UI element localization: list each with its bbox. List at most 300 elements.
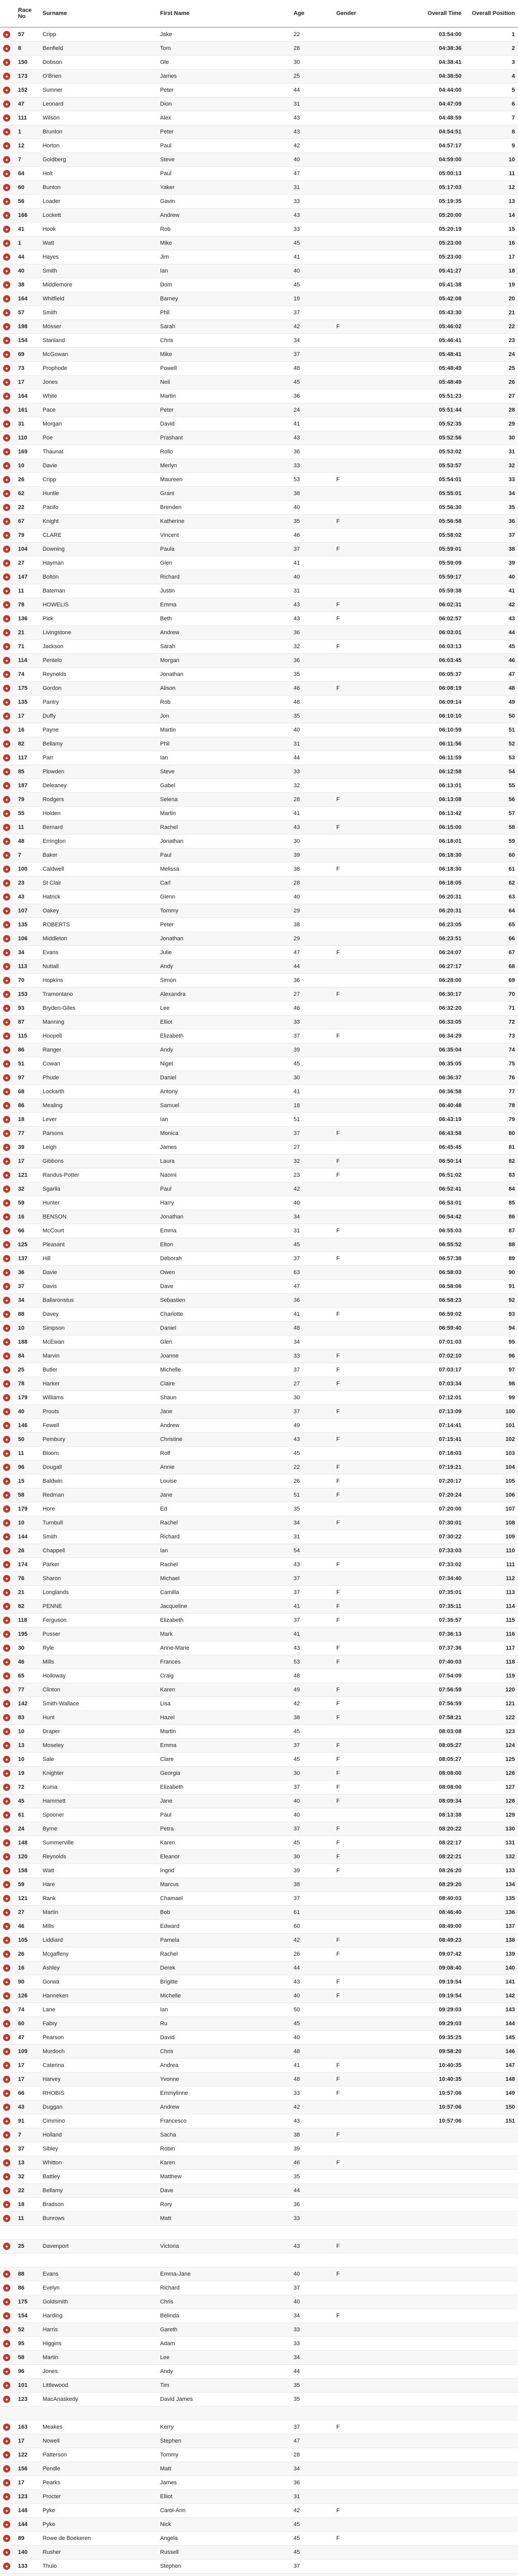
map-pin-icon[interactable]: ● xyxy=(3,796,10,803)
table-row[interactable] xyxy=(0,1683,518,1697)
map-pin-icon[interactable]: ● xyxy=(3,2117,10,2125)
table-row[interactable] xyxy=(0,2323,518,2337)
map-pin-icon[interactable]: ● xyxy=(3,907,10,914)
table-row[interactable] xyxy=(0,2420,518,2434)
table-row[interactable] xyxy=(0,2226,518,2240)
map-pin-icon[interactable]: ● xyxy=(3,1714,10,1721)
map-pin-icon[interactable]: ● xyxy=(3,852,10,859)
map-pin-icon[interactable]: ● xyxy=(3,1686,10,1693)
map-pin-icon[interactable]: ● xyxy=(3,1074,10,1081)
table-row[interactable] xyxy=(0,139,518,153)
map-pin-icon[interactable]: ● xyxy=(3,1366,10,1374)
table-row[interactable] xyxy=(0,403,518,417)
map-pin-icon[interactable]: ● xyxy=(3,2201,10,2208)
table-row[interactable] xyxy=(0,1808,518,1822)
table-row[interactable] xyxy=(0,1168,518,1182)
table-row[interactable] xyxy=(0,2198,518,2212)
table-row[interactable] xyxy=(0,862,518,876)
map-pin-icon[interactable]: ● xyxy=(3,601,10,608)
map-pin-icon[interactable]: ● xyxy=(3,1311,10,1318)
table-row[interactable] xyxy=(0,751,518,765)
table-row[interactable] xyxy=(0,2462,518,2476)
table-row[interactable] xyxy=(0,1405,518,1419)
map-pin-icon[interactable]: ● xyxy=(3,2493,10,2500)
map-pin-icon[interactable]: ● xyxy=(3,546,10,553)
map-pin-icon[interactable]: ● xyxy=(3,1617,10,1624)
map-pin-icon[interactable]: ● xyxy=(3,713,10,720)
map-pin-icon[interactable]: ● xyxy=(3,699,10,706)
table-row[interactable] xyxy=(0,125,518,139)
table-row[interactable] xyxy=(0,1196,518,1210)
map-pin-icon[interactable]: ● xyxy=(3,2131,10,2139)
table-row[interactable] xyxy=(0,487,518,501)
table-row[interactable] xyxy=(0,932,518,946)
map-pin-icon[interactable]: ● xyxy=(3,977,10,984)
table-row[interactable] xyxy=(0,779,518,793)
table-row[interactable] xyxy=(0,1516,518,1530)
table-row[interactable] xyxy=(0,1141,518,1155)
table-row[interactable] xyxy=(0,2003,518,2017)
table-row[interactable] xyxy=(0,1781,518,1794)
map-pin-icon[interactable]: ● xyxy=(3,866,10,873)
map-pin-icon[interactable]: ● xyxy=(3,2104,10,2111)
map-pin-icon[interactable]: ● xyxy=(3,2159,10,2166)
map-pin-icon[interactable]: ● xyxy=(3,1144,10,1151)
map-pin-icon[interactable]: ● xyxy=(3,1811,10,1819)
table-row[interactable] xyxy=(0,2170,518,2184)
table-row[interactable] xyxy=(0,2281,518,2295)
map-pin-icon[interactable]: ● xyxy=(3,504,10,511)
table-row[interactable] xyxy=(0,2114,518,2128)
table-row[interactable] xyxy=(0,1906,518,1920)
table-row[interactable] xyxy=(0,1753,518,1767)
map-pin-icon[interactable]: ● xyxy=(3,1756,10,1763)
map-pin-icon[interactable]: ● xyxy=(3,2187,10,2194)
table-row[interactable] xyxy=(0,1391,518,1405)
table-row[interactable] xyxy=(0,584,518,598)
table-row[interactable] xyxy=(0,195,518,209)
table-row[interactable] xyxy=(0,97,518,111)
table-row[interactable] xyxy=(0,334,518,348)
table-row[interactable] xyxy=(0,1628,518,1641)
table-row[interactable] xyxy=(0,306,518,320)
map-pin-icon[interactable]: ● xyxy=(3,2396,10,2403)
table-row[interactable] xyxy=(0,1447,518,1461)
table-row[interactable] xyxy=(0,445,518,459)
table-row[interactable] xyxy=(0,626,518,640)
map-pin-icon[interactable]: ● xyxy=(3,1478,10,1485)
table-row[interactable] xyxy=(0,2365,518,2379)
table-row[interactable] xyxy=(0,1641,518,1655)
table-row[interactable] xyxy=(0,1544,518,1558)
table-row[interactable] xyxy=(0,709,518,723)
map-pin-icon[interactable]: ● xyxy=(3,1116,10,1123)
map-pin-icon[interactable]: ● xyxy=(3,2062,10,2069)
table-row[interactable] xyxy=(0,1071,518,1085)
table-row[interactable] xyxy=(0,1947,518,1961)
table-row[interactable] xyxy=(0,264,518,278)
map-pin-icon[interactable]: ● xyxy=(3,253,10,261)
table-row[interactable] xyxy=(0,1878,518,1892)
map-pin-icon[interactable]: ● xyxy=(3,949,10,956)
map-pin-icon[interactable]: ● xyxy=(3,1895,10,1902)
table-row[interactable] xyxy=(0,2393,518,2406)
table-row[interactable] xyxy=(0,70,518,83)
map-pin-icon[interactable]: ● xyxy=(3,59,10,66)
map-pin-icon[interactable]: ● xyxy=(3,1185,10,1193)
table-row[interactable] xyxy=(0,543,518,556)
map-pin-icon[interactable]: ● xyxy=(3,184,10,191)
map-pin-icon[interactable]: ● xyxy=(3,1394,10,1401)
map-pin-icon[interactable]: ● xyxy=(3,963,10,970)
table-row[interactable] xyxy=(0,1419,518,1433)
table-row[interactable] xyxy=(0,1934,518,1947)
map-pin-icon[interactable]: ● xyxy=(3,1436,10,1443)
map-pin-icon[interactable]: ● xyxy=(3,1742,10,1749)
map-pin-icon[interactable]: ● xyxy=(3,1978,10,1986)
table-row[interactable] xyxy=(0,849,518,862)
map-pin-icon[interactable]: ● xyxy=(3,1338,10,1346)
map-pin-icon[interactable]: ● xyxy=(3,587,10,595)
table-row[interactable] xyxy=(0,1989,518,2003)
map-pin-icon[interactable]: ● xyxy=(3,1547,10,1554)
table-row[interactable] xyxy=(0,2448,518,2462)
table-row[interactable] xyxy=(0,654,518,668)
map-pin-icon[interactable]: ● xyxy=(3,2020,10,2027)
table-row[interactable] xyxy=(0,348,518,362)
map-pin-icon[interactable]: ● xyxy=(3,2437,10,2445)
table-row[interactable] xyxy=(0,1015,518,1029)
map-pin-icon[interactable]: ● xyxy=(3,114,10,122)
map-pin-icon[interactable]: ● xyxy=(3,782,10,789)
table-row[interactable] xyxy=(0,278,518,292)
map-pin-icon[interactable]: ● xyxy=(3,1881,10,1888)
map-pin-icon[interactable]: ● xyxy=(3,2507,10,2514)
map-pin-icon[interactable]: ● xyxy=(3,657,10,664)
table-row[interactable] xyxy=(0,2476,518,2490)
map-pin-icon[interactable]: ● xyxy=(3,1130,10,1137)
table-row[interactable] xyxy=(0,236,518,250)
table-row[interactable] xyxy=(0,1252,518,1266)
map-pin-icon[interactable]: ● xyxy=(3,1227,10,1234)
table-row[interactable] xyxy=(0,1266,518,1280)
table-row[interactable] xyxy=(0,1182,518,1196)
map-pin-icon[interactable]: ● xyxy=(3,2284,10,2292)
table-row[interactable] xyxy=(0,2142,518,2156)
map-pin-icon[interactable]: ● xyxy=(3,1060,10,1067)
map-pin-icon[interactable]: ● xyxy=(3,406,10,414)
map-pin-icon[interactable]: ● xyxy=(3,1784,10,1791)
map-pin-icon[interactable]: ● xyxy=(3,2382,10,2389)
map-pin-icon[interactable]: ● xyxy=(3,740,10,748)
table-row[interactable] xyxy=(0,2546,518,2560)
table-row[interactable] xyxy=(0,904,518,918)
map-pin-icon[interactable]: ● xyxy=(3,754,10,761)
table-row[interactable] xyxy=(0,1349,518,1363)
map-pin-icon[interactable]: ● xyxy=(3,448,10,455)
map-pin-icon[interactable]: ● xyxy=(3,1992,10,1999)
map-pin-icon[interactable]: ● xyxy=(3,935,10,942)
table-row[interactable] xyxy=(0,2059,518,2073)
table-row[interactable] xyxy=(0,807,518,821)
table-row[interactable] xyxy=(0,1085,518,1099)
map-pin-icon[interactable]: ● xyxy=(3,2549,10,2556)
table-row[interactable] xyxy=(0,1836,518,1850)
map-pin-icon[interactable]: ● xyxy=(3,1798,10,1805)
table-row[interactable] xyxy=(0,2379,518,2393)
table-row[interactable] xyxy=(0,2406,518,2420)
table-row[interactable] xyxy=(0,2073,518,2087)
map-pin-icon[interactable]: ● xyxy=(3,170,10,177)
map-pin-icon[interactable]: ● xyxy=(3,309,10,316)
map-pin-icon[interactable]: ● xyxy=(3,824,10,831)
map-pin-icon[interactable]: ● xyxy=(3,532,10,539)
map-pin-icon[interactable]: ● xyxy=(3,838,10,845)
table-row[interactable] xyxy=(0,598,518,612)
map-pin-icon[interactable]: ● xyxy=(3,2048,10,2055)
table-row[interactable] xyxy=(0,153,518,167)
table-row[interactable] xyxy=(0,320,518,334)
table-row[interactable] xyxy=(0,737,518,751)
table-row[interactable] xyxy=(0,1892,518,1906)
map-pin-icon[interactable]: ● xyxy=(3,1297,10,1304)
map-pin-icon[interactable]: ● xyxy=(3,1825,10,1833)
map-pin-icon[interactable]: ● xyxy=(3,1380,10,1387)
map-pin-icon[interactable]: ● xyxy=(3,573,10,581)
table-row[interactable] xyxy=(0,515,518,529)
table-row[interactable] xyxy=(0,2128,518,2142)
map-pin-icon[interactable]: ● xyxy=(3,643,10,650)
table-row[interactable] xyxy=(0,2212,518,2226)
map-pin-icon[interactable]: ● xyxy=(3,490,10,497)
table-row[interactable] xyxy=(0,821,518,835)
table-row[interactable] xyxy=(0,1363,518,1377)
table-row[interactable] xyxy=(0,612,518,626)
table-row[interactable] xyxy=(0,56,518,70)
map-pin-icon[interactable]: ● xyxy=(3,1603,10,1610)
map-pin-icon[interactable]: ● xyxy=(3,1853,10,1860)
table-row[interactable] xyxy=(0,2560,518,2573)
map-pin-icon[interactable]: ● xyxy=(3,2479,10,2486)
map-pin-icon[interactable]: ● xyxy=(3,1533,10,1540)
table-row[interactable] xyxy=(0,1377,518,1391)
table-row[interactable] xyxy=(0,1433,518,1447)
table-row[interactable] xyxy=(0,1294,518,1308)
map-pin-icon[interactable]: ● xyxy=(3,281,10,289)
table-row[interactable] xyxy=(0,501,518,515)
map-pin-icon[interactable]: ● xyxy=(3,1158,10,1165)
map-pin-icon[interactable]: ● xyxy=(3,2076,10,2083)
map-pin-icon[interactable]: ● xyxy=(3,379,10,386)
map-pin-icon[interactable]: ● xyxy=(3,365,10,372)
table-row[interactable] xyxy=(0,1043,518,1057)
table-row[interactable] xyxy=(0,696,518,709)
table-row[interactable] xyxy=(0,946,518,960)
table-row[interactable] xyxy=(0,2100,518,2114)
map-pin-icon[interactable]: ● xyxy=(3,1923,10,1930)
table-row[interactable] xyxy=(0,2309,518,2323)
table-row[interactable] xyxy=(0,181,518,195)
table-row[interactable] xyxy=(0,1794,518,1808)
map-pin-icon[interactable]: ● xyxy=(3,1937,10,1944)
table-row[interactable] xyxy=(0,2045,518,2059)
table-row[interactable] xyxy=(0,1864,518,1878)
table-row[interactable] xyxy=(0,1057,518,1071)
table-row[interactable] xyxy=(0,2240,518,2253)
map-pin-icon[interactable]: ● xyxy=(3,1867,10,1874)
table-row[interactable] xyxy=(0,835,518,849)
map-pin-icon[interactable]: ● xyxy=(3,1561,10,1568)
map-pin-icon[interactable]: ● xyxy=(3,1325,10,1332)
table-row[interactable] xyxy=(0,960,518,974)
table-row[interactable] xyxy=(0,1127,518,1141)
map-pin-icon[interactable]: ● xyxy=(3,1005,10,1012)
table-row[interactable] xyxy=(0,1280,518,1294)
map-pin-icon[interactable]: ● xyxy=(3,2145,10,2153)
table-row[interactable] xyxy=(0,1850,518,1864)
table-row[interactable] xyxy=(0,1321,518,1335)
map-pin-icon[interactable]: ● xyxy=(3,1658,10,1666)
table-row[interactable] xyxy=(0,2490,518,2504)
table-row[interactable] xyxy=(0,2017,518,2031)
table-row[interactable] xyxy=(0,2351,518,2365)
map-pin-icon[interactable]: ● xyxy=(3,45,10,52)
table-row[interactable] xyxy=(0,1002,518,1015)
table-row[interactable] xyxy=(0,1572,518,1586)
map-pin-icon[interactable]: ● xyxy=(3,1046,10,1054)
table-row[interactable] xyxy=(0,459,518,473)
table-row[interactable] xyxy=(0,1502,518,1516)
table-row[interactable] xyxy=(0,1210,518,1224)
map-pin-icon[interactable]: ● xyxy=(3,1728,10,1735)
map-pin-icon[interactable]: ● xyxy=(3,156,10,163)
map-pin-icon[interactable]: ● xyxy=(3,2340,10,2347)
map-pin-icon[interactable]: ● xyxy=(3,323,10,330)
table-row[interactable] xyxy=(0,1461,518,1475)
table-row[interactable] xyxy=(0,431,518,445)
map-pin-icon[interactable]: ● xyxy=(3,1519,10,1527)
table-row[interactable] xyxy=(0,2504,518,2518)
table-row[interactable] xyxy=(0,27,518,42)
table-row[interactable] xyxy=(0,2573,518,2576)
map-pin-icon[interactable]: ● xyxy=(3,2451,10,2459)
map-pin-icon[interactable]: ● xyxy=(3,73,10,80)
table-row[interactable] xyxy=(0,292,518,306)
table-row[interactable] xyxy=(0,1655,518,1669)
table-row[interactable] xyxy=(0,765,518,779)
map-pin-icon[interactable]: ● xyxy=(3,1575,10,1582)
map-pin-icon[interactable]: ● xyxy=(3,1672,10,1680)
table-row[interactable] xyxy=(0,2518,518,2532)
map-pin-icon[interactable]: ● xyxy=(3,2312,10,2319)
table-row[interactable] xyxy=(0,209,518,223)
table-row[interactable] xyxy=(0,2156,518,2170)
table-row[interactable] xyxy=(0,417,518,431)
map-pin-icon[interactable]: ● xyxy=(3,142,10,149)
map-pin-icon[interactable]: ● xyxy=(3,1951,10,1958)
table-row[interactable] xyxy=(0,42,518,56)
map-pin-icon[interactable]: ● xyxy=(3,879,10,887)
map-pin-icon[interactable]: ● xyxy=(3,2465,10,2472)
map-pin-icon[interactable]: ● xyxy=(3,226,10,233)
table-row[interactable] xyxy=(0,2087,518,2100)
table-row[interactable] xyxy=(0,640,518,654)
map-pin-icon[interactable]: ● xyxy=(3,31,10,38)
map-pin-icon[interactable]: ● xyxy=(3,1241,10,1248)
map-pin-icon[interactable]: ● xyxy=(3,1102,10,1109)
map-pin-icon[interactable]: ● xyxy=(3,2173,10,2180)
map-pin-icon[interactable]: ● xyxy=(3,2090,10,2097)
table-row[interactable] xyxy=(0,556,518,570)
map-pin-icon[interactable]: ● xyxy=(3,2326,10,2333)
map-pin-icon[interactable]: ● xyxy=(3,1255,10,1262)
map-pin-icon[interactable]: ● xyxy=(3,476,10,483)
map-pin-icon[interactable]: ● xyxy=(3,1645,10,1652)
table-row[interactable] xyxy=(0,1586,518,1600)
map-pin-icon[interactable]: ● xyxy=(3,87,10,94)
table-row[interactable] xyxy=(0,974,518,988)
map-pin-icon[interactable]: ● xyxy=(3,434,10,442)
table-row[interactable] xyxy=(0,1488,518,1502)
table-row[interactable] xyxy=(0,668,518,682)
map-pin-icon[interactable]: ● xyxy=(3,1450,10,1457)
map-pin-icon[interactable]: ● xyxy=(3,2563,10,2570)
map-pin-icon[interactable]: ● xyxy=(3,1019,10,1026)
table-row[interactable] xyxy=(0,1099,518,1113)
map-pin-icon[interactable]: ● xyxy=(3,1492,10,1499)
map-pin-icon[interactable]: ● xyxy=(3,337,10,344)
map-pin-icon[interactable]: ● xyxy=(3,100,10,108)
map-pin-icon[interactable]: ● xyxy=(3,462,10,469)
table-row[interactable] xyxy=(0,1029,518,1043)
map-pin-icon[interactable]: ● xyxy=(3,1269,10,1276)
table-row[interactable] xyxy=(0,1558,518,1572)
map-pin-icon[interactable]: ● xyxy=(3,671,10,678)
map-pin-icon[interactable]: ● xyxy=(3,1631,10,1638)
map-pin-icon[interactable]: ● xyxy=(3,1213,10,1221)
map-pin-icon[interactable]: ● xyxy=(3,198,10,205)
table-row[interactable] xyxy=(0,570,518,584)
map-pin-icon[interactable]: ● xyxy=(3,615,10,622)
table-row[interactable] xyxy=(0,1975,518,1989)
map-pin-icon[interactable]: ● xyxy=(3,768,10,775)
table-row[interactable] xyxy=(0,876,518,890)
map-pin-icon[interactable]: ● xyxy=(3,1283,10,1290)
table-row[interactable] xyxy=(0,167,518,181)
map-pin-icon[interactable]: ● xyxy=(3,1199,10,1207)
table-row[interactable] xyxy=(0,529,518,543)
table-row[interactable] xyxy=(0,1822,518,1836)
map-pin-icon[interactable]: ● xyxy=(3,2354,10,2361)
table-row[interactable] xyxy=(0,473,518,487)
map-pin-icon[interactable]: ● xyxy=(3,893,10,901)
map-pin-icon[interactable]: ● xyxy=(3,1422,10,1429)
table-row[interactable] xyxy=(0,2184,518,2198)
map-pin-icon[interactable]: ● xyxy=(3,2034,10,2041)
map-pin-icon[interactable]: ● xyxy=(3,560,10,567)
map-pin-icon[interactable]: ● xyxy=(3,518,10,525)
map-pin-icon[interactable]: ● xyxy=(3,1700,10,1707)
map-pin-icon[interactable]: ● xyxy=(3,351,10,358)
map-pin-icon[interactable]: ● xyxy=(3,1505,10,1513)
table-row[interactable] xyxy=(0,793,518,807)
table-row[interactable] xyxy=(0,1669,518,1683)
table-row[interactable] xyxy=(0,1614,518,1628)
map-pin-icon[interactable]: ● xyxy=(3,267,10,275)
map-pin-icon[interactable]: ● xyxy=(3,2368,10,2375)
table-row[interactable] xyxy=(0,890,518,904)
table-row[interactable] xyxy=(0,1711,518,1725)
